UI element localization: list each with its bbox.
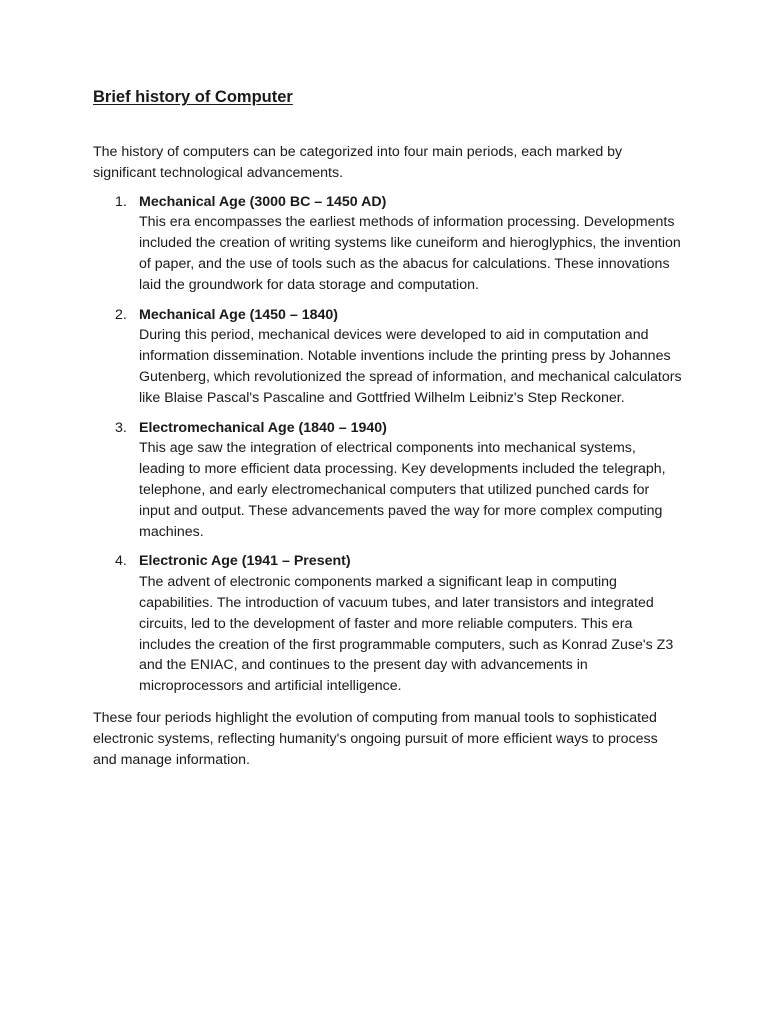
list-item-heading: Electromechanical Age (1840 – 1940): [139, 419, 387, 436]
list-item-body: This era encompasses the earliest methods of information processing. Developments included the creation of writing systems like cuneiform and hieroglyphics, the invention of paper, and the use of tools such as the abacus for calculations. These innovations laid the groundwork for data storage and computation.: [139, 214, 681, 293]
conclusion-paragraph: These four periods highlight the evolution of computing from manual tools to sophisticated electronic systems, reflecting humanity's ongoing pursuit of more efficient ways to process and manage information.: [93, 709, 658, 768]
intro-paragraph: The history of computers can be categorized into four main periods, each marked by significant technological advancements.: [93, 144, 623, 181]
list-item: [115, 192, 683, 296]
list-item: [115, 551, 683, 697]
document-title: Brief history of Computer: [93, 88, 293, 106]
list-item-number: 4.: [115, 553, 127, 570]
list-item-heading: Mechanical Age (1450 – 1840): [139, 306, 338, 323]
list-item-heading: Electronic Age (1941 – Present): [139, 553, 351, 570]
list-item-body: This age saw the integration of electrical components into mechanical systems, leading to more efficient data processing. Key developments included the telegraph, telephone, and early electromechanical computers that utilized punched cards for input and output. These advancements paved the way for more complex computing machines.: [139, 440, 666, 540]
list-item-heading: Mechanical Age (3000 BC – 1450 AD): [139, 193, 387, 210]
list-item: [115, 418, 683, 543]
list-item-body: The advent of electronic components marked a significant leap in computing capabilities. The introduction of vacuum tubes, and later transistors and integrated circuits, led to the development of faster and more reliable computers. This era includes the creation of the first programmable computers, such as Konrad Zuse's Z3 and the ENIAC, and continues to the present day with advancements in microprocessors and artificial intelligence.: [139, 574, 674, 695]
list-item-number: 3.: [115, 419, 127, 436]
document-page: [93, 86, 683, 770]
list-item-body: During this period, mechanical devices were developed to aid in computation and information dissemination. Notable inventions include the printing press by Johannes Gutenberg, which revolutionized the spread of information, and mechanical calculators like Blaise Pascal's Pascaline and Gottfried Wilhelm Leibniz's Step Reckoner.: [139, 327, 682, 406]
list-item-number: 1.: [115, 193, 127, 210]
list-item: [115, 305, 683, 409]
list-item-number: 2.: [115, 306, 127, 323]
history-periods-list: [93, 192, 683, 697]
